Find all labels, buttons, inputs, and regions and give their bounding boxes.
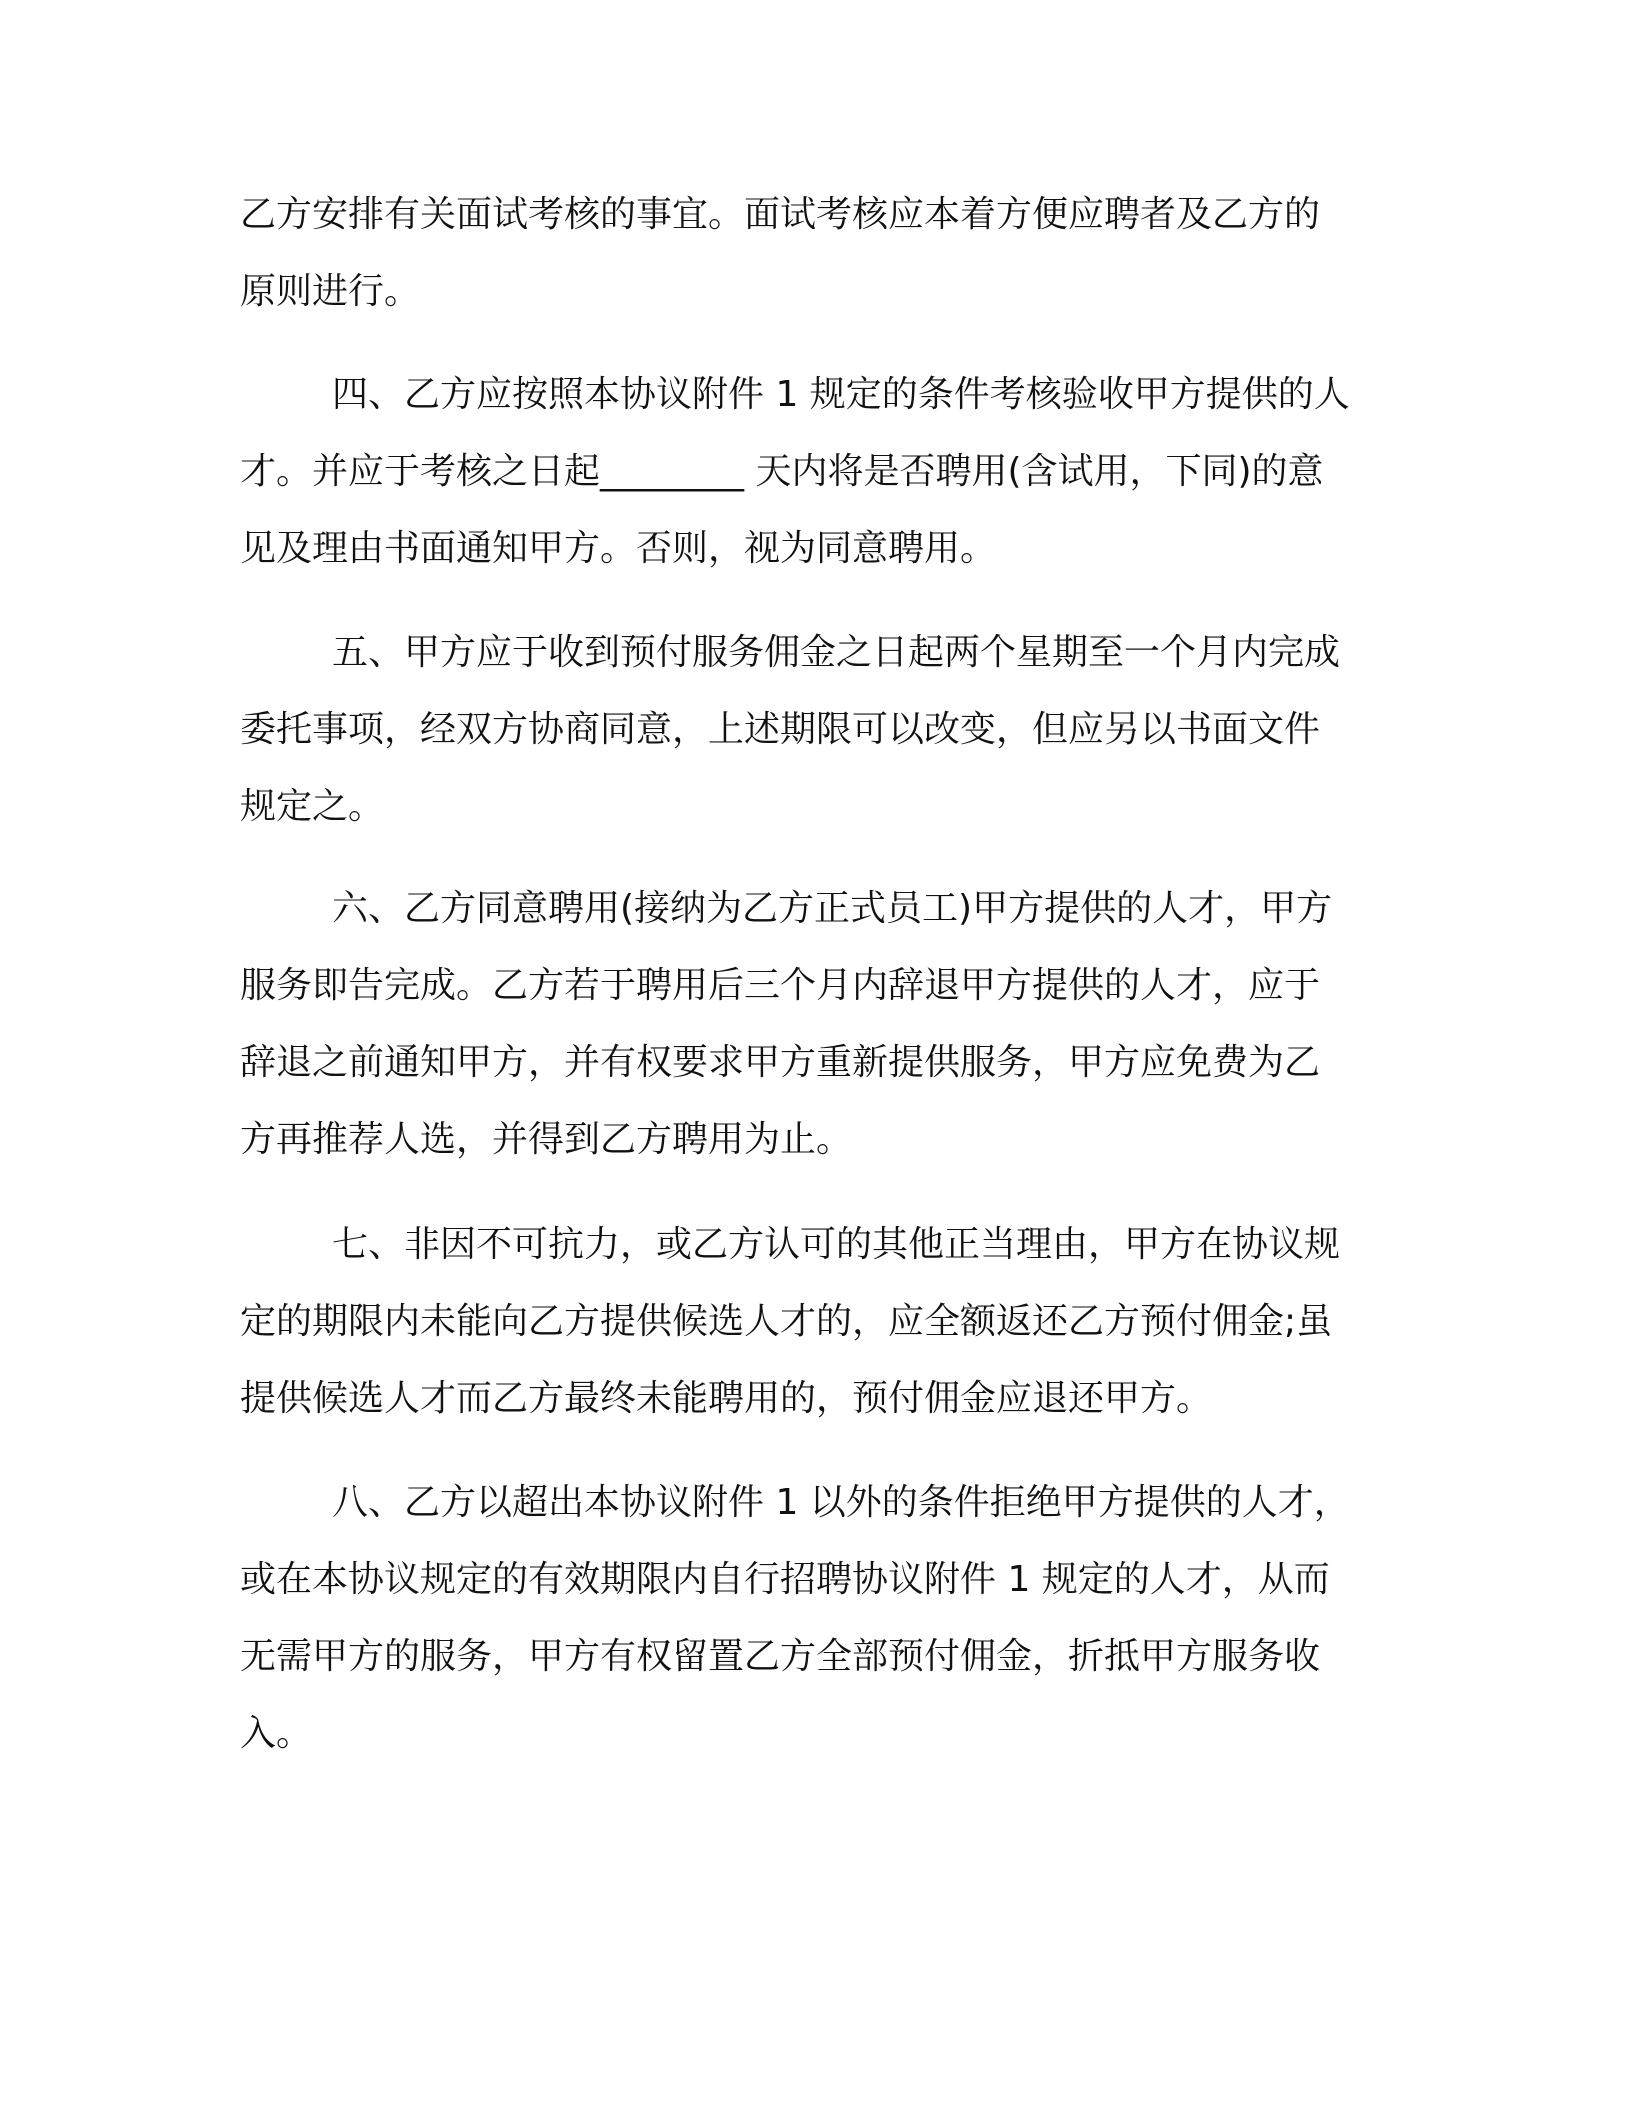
text-line: 辞退之前通知甲方，并有权要求甲方重新提供服务，甲方应免费为乙	[240, 1042, 1321, 1083]
text-line: 五、甲方应于收到预付服务佣金之日起两个星期至一个月内完成	[332, 632, 1341, 673]
text-line: 七、非因不可抗力，或乙方认可的其他正当理由，甲方在协议规	[332, 1224, 1341, 1265]
text-line: 服务即告完成。乙方若于聘用后三个月内辞退甲方提供的人才，应于	[240, 965, 1321, 1006]
text-line: 才。并应于考核之日起________ 天内将是否聘用(含试用，下同)的意	[240, 451, 1324, 492]
paragraph-clause-8	[240, 1464, 1400, 1772]
text-line: 见及理由书面通知甲方。否则，视为同意聘用。	[240, 528, 997, 569]
text-line: 入。	[240, 1713, 313, 1754]
paragraph-clause-6	[240, 870, 1400, 1178]
text-line: 委托事项，经双方协商同意，上述期限可以改变，但应另以书面文件	[240, 709, 1321, 750]
text-line: 或在本协议规定的有效期限内自行招聘协议附件 1 规定的人才，从而	[240, 1559, 1330, 1600]
text-line: 方再推荐人选，并得到乙方聘用为止。	[240, 1119, 853, 1160]
text-line: 四、乙方应按照本协议附件 1 规定的条件考核验收甲方提供的人	[332, 374, 1350, 415]
paragraph-clause-7	[240, 1206, 1400, 1437]
text-line: 无需甲方的服务，甲方有权留置乙方全部预付佣金，折抵甲方服务收	[240, 1636, 1321, 1677]
text-line: 乙方安排有关面试考核的事宜。面试考核应本着方便应聘者及乙方的	[240, 194, 1321, 235]
text-line: 定的期限内未能向乙方提供候选人才的，应全额返还乙方预付佣金;虽	[240, 1301, 1333, 1342]
paragraph-continuation	[240, 176, 1400, 330]
text-line: 八、乙方以超出本协议附件 1 以外的条件拒绝甲方提供的人才，	[332, 1482, 1350, 1523]
paragraph-clause-4	[240, 356, 1400, 587]
text-line: 提供候选人才而乙方最终未能聘用的，预付佣金应退还甲方。	[240, 1378, 1213, 1419]
text-line: 规定之。	[240, 786, 385, 827]
paragraph-clause-5	[240, 614, 1400, 845]
text-line: 六、乙方同意聘用(接纳为乙方正式员工)甲方提供的人才，甲方	[332, 888, 1333, 929]
text-line: 原则进行。	[240, 271, 421, 312]
